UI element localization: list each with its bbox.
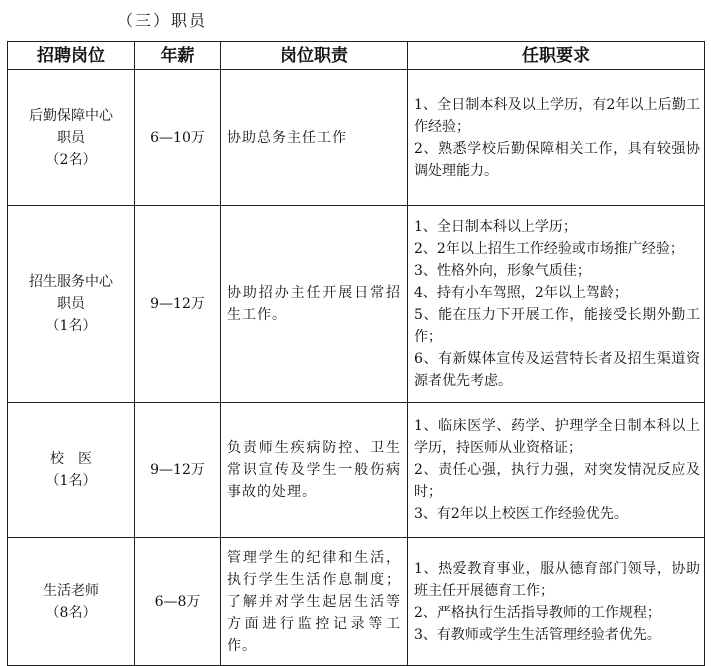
table-row-logistics — [8, 70, 705, 206]
post-cell — [8, 206, 135, 403]
requirement-item: 1、热爱教育事业，服从德育部门领导，协助班主任开展德育工作； — [414, 560, 700, 599]
requirement-cell — [408, 70, 705, 206]
requirement-item: 5、能在压力下开展工作，能接受长期外勤工作； — [414, 307, 700, 345]
post-cell — [8, 70, 135, 206]
recruitment-table — [7, 41, 705, 666]
requirement-cell — [408, 403, 705, 538]
requirement-item: 3、性格外向，形象气质佳； — [414, 263, 591, 279]
requirement-item: 3、有教师或学生生活管理经验者优先。 — [414, 626, 661, 643]
post-count: （1名） — [45, 473, 97, 489]
post-role: 职员 — [57, 296, 85, 312]
post-name: 招生服务中心 — [29, 274, 113, 290]
header-post: 招聘岗位 — [8, 42, 135, 70]
requirement-item: 2、严格执行生活指导教师的工作规程； — [414, 604, 661, 621]
salary-cell: 9—12万 — [135, 403, 221, 538]
table-row-admissions — [8, 206, 705, 403]
post-name: 校 医 — [50, 451, 92, 467]
table-row-school-doctor — [8, 403, 705, 538]
salary-cell: 6—8万 — [135, 538, 221, 666]
post-role: 职员 — [57, 129, 85, 146]
requirement-item: 2、2年以上招生工作经验或市场推广经验； — [414, 241, 684, 257]
post-cell — [8, 538, 135, 666]
requirement-item: 4、持有小车驾照，2年以上驾龄； — [414, 285, 628, 301]
table-row-life-teacher — [8, 538, 705, 666]
duty-cell: 负责师生疾病防控、卫生常识宣传及学生一般伤病事故的处理。 — [221, 403, 408, 538]
post-count: （8名） — [45, 604, 97, 621]
requirement-item: 3、有2年以上校医工作经验优先。 — [414, 506, 628, 522]
requirement-item: 2、责任心强，执行力强，对突发情况反应及时； — [414, 462, 700, 500]
salary-cell: 9—12万 — [135, 206, 221, 403]
duty-cell: 管理学生的纪律和生活，执行学生生活作息制度；了解并对学生起居生活等方面进行监控记录等工作。 — [221, 538, 408, 666]
requirement-item: 1、全日制本科以上学历； — [414, 219, 577, 235]
header-requirement: 任职要求 — [408, 42, 705, 70]
header-duty: 岗位职责 — [221, 42, 408, 70]
section-title: （三）职员 — [117, 11, 208, 30]
requirement-item: 1、临床医学、药学、护理学全日制本科以上学历，持医师从业资格证； — [414, 418, 700, 456]
table-header-row — [8, 42, 705, 70]
requirement-item: 6、有新媒体宣传及运营特长者及招生渠道资源者优先考虑。 — [414, 351, 700, 389]
post-count: （2名） — [45, 151, 97, 168]
duty-cell: 协助总务主任工作 — [221, 70, 408, 206]
requirement-item: 1、全日制本科及以上学历，有2年以上后勤工作经验； — [414, 96, 700, 135]
duty-cell: 协助招办主任开展日常招生工作。 — [221, 206, 408, 403]
requirement-item: 2、熟悉学校后勤保障相关工作，具有较强协调处理能力。 — [414, 140, 700, 179]
post-name: 后勤保障中心 — [29, 107, 113, 124]
requirement-cell — [408, 206, 705, 403]
post-cell — [8, 403, 135, 538]
post-count: （1名） — [45, 318, 97, 334]
requirement-cell — [408, 538, 705, 666]
salary-cell: 6—10万 — [135, 70, 221, 206]
header-salary: 年薪 — [135, 42, 221, 70]
post-name: 生活老师 — [43, 582, 99, 599]
